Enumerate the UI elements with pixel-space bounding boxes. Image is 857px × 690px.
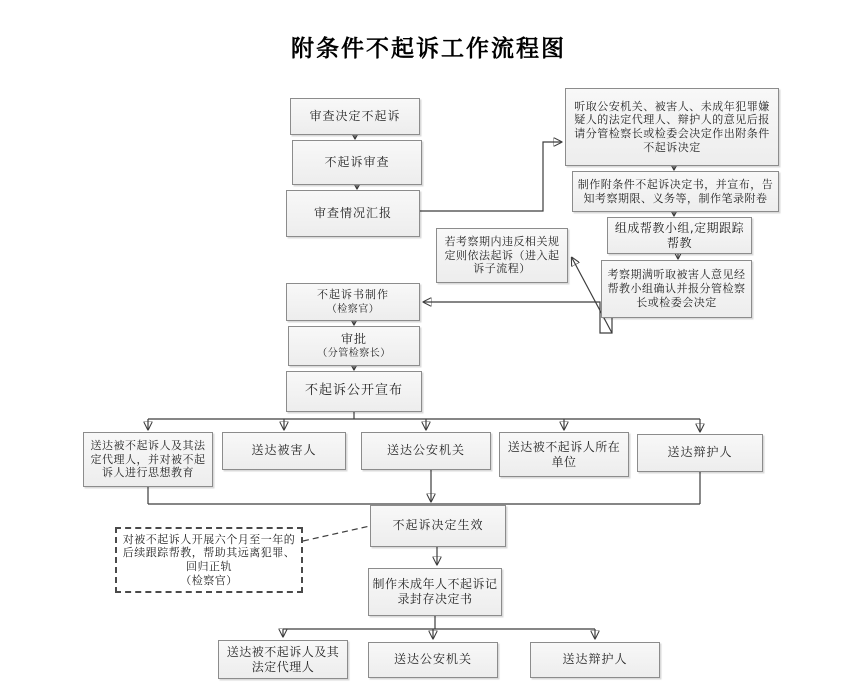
- node-deliver-police2: [368, 642, 498, 678]
- node-approve-label: 审批: [340, 331, 367, 346]
- node-followup-label: 对被不起诉人开展六个月至一年的后续跟踪帮教，帮助其远离犯罪、回归正轨: [122, 532, 296, 573]
- node-deliver-police2-label: 送达公安机关: [393, 652, 472, 667]
- node-public-announce: [286, 371, 422, 412]
- node-form-help-group-label: 组成帮教小组,定期跟踪帮教: [614, 220, 745, 250]
- node-deliver-defender2: [530, 642, 660, 678]
- node-review-report-label: 审查情况汇报: [313, 205, 392, 220]
- node-deliver-person-edu-label: 送达被不起诉人及其法定代理人，并对被不起诉人进行思想教育: [90, 438, 206, 480]
- node-doc-make-sublabel: （检察官）: [326, 303, 380, 315]
- node-deliver-police-label: 送达公安机关: [386, 443, 465, 458]
- arrow-report-to-hear: [420, 142, 561, 211]
- node-deliver-defender: [637, 434, 763, 472]
- node-probation-end: [601, 260, 752, 318]
- arrow-probation-to-docmake: [424, 302, 612, 333]
- node-decision-effective-label: 不起诉决定生效: [392, 518, 484, 533]
- page-title: 附条件不起诉工作流程图: [291, 35, 566, 62]
- node-seal-record-label: 制作未成年人不起诉记录封存决定书: [372, 577, 498, 606]
- node-probation-end-label: 考察期满听取被害人意见经帮教小组确认并报分管检察长或检委会决定: [607, 268, 746, 309]
- node-approve-sublabel: （分管检察长）: [317, 348, 391, 360]
- node-make-decision-doc-label: 制作附条件不起诉决定书，并宣布，告知考察期限、义务等，制作笔录附卷: [577, 177, 774, 205]
- node-doc-make: [286, 283, 420, 321]
- node-deliver-police: [361, 432, 491, 470]
- node-decision-effective: [370, 505, 506, 547]
- node-deliver-unit-label: 送达被不起诉人所在单位: [507, 439, 621, 469]
- node-public-announce-label: 不起诉公开宣布: [304, 383, 403, 399]
- node-approve: [288, 326, 420, 366]
- node-deliver-person2-label: 送达被不起诉人及其法定代理人: [226, 644, 340, 674]
- node-seal-record: [368, 568, 502, 616]
- node-followup-sublabel: （检察官）: [180, 573, 238, 587]
- node-deliver-victim: [222, 432, 346, 470]
- node-followup: [115, 527, 303, 593]
- node-nonprosecution-review: [292, 140, 422, 185]
- node-deliver-defender2-label: 送达辩护人: [562, 652, 628, 667]
- node-deliver-person-edu: [83, 432, 213, 487]
- node-doc-make-label: 不起诉书制作: [317, 288, 389, 302]
- node-make-decision-doc: [572, 171, 779, 212]
- node-violation-branch: [436, 228, 568, 283]
- node-violation-branch-label: 若考察期内违反相关规定则依法起诉（进入起诉子流程）: [444, 234, 560, 276]
- node-hear-opinions-label: 听取公安机关、被害人、未成年犯罪嫌疑人的法定代理人、辩护人的意见后报请分管检察长或检委会决定作出附条件不起诉决定: [574, 99, 770, 154]
- node-hear-opinions: [565, 88, 779, 166]
- node-nonprosecution-review-label: 不起诉审查: [324, 154, 390, 169]
- node-deliver-person2: [218, 640, 348, 679]
- node-review-decision-label: 审查决定不起诉: [309, 108, 401, 123]
- node-deliver-unit: [499, 432, 629, 477]
- node-deliver-defender-label: 送达辩护人: [667, 445, 733, 460]
- followup-dashed-link: [303, 526, 370, 541]
- node-deliver-victim-label: 送达被害人: [251, 443, 317, 458]
- node-review-report: [286, 190, 420, 237]
- node-review-decision: [290, 98, 420, 135]
- node-form-help-group: [607, 217, 752, 254]
